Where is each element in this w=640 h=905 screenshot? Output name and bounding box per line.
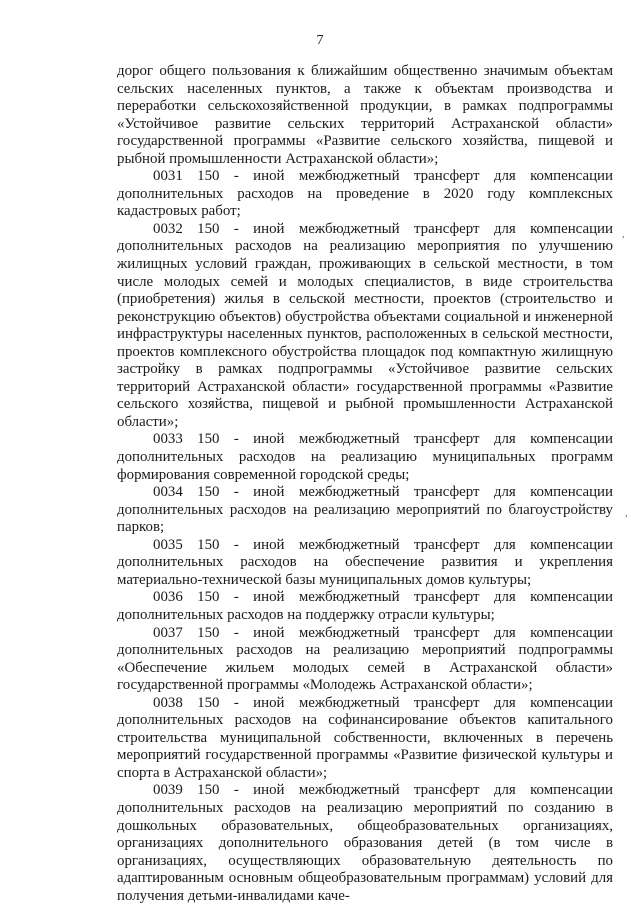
scan-margin-mark: , (622, 229, 625, 240)
paragraph: 0035 150 - иной межбюджетный трансферт для компенсации дополнительных расходов на обеспечение развития и укрепления материально-технической базы муниципальных домов культуры; (117, 536, 613, 588)
document-body (117, 63, 613, 905)
scan-margin-mark: , (625, 508, 628, 519)
page-number: 7 (316, 33, 324, 48)
paragraph: 0033 150 - иной межбюджетный трансферт для компенсации дополнительных расходов на реализацию муниципальных программ формирования современной городской среды; (117, 431, 613, 483)
paragraph: 0032 150 - иной межбюджетный трансферт для компенсации дополнительных расходов на реализацию мероприятия по улучшению жилищных условий граждан, проживающих в сельской местности, в том числе молодых семей и молодых специалистов, в виде строительства (приобретения) жилья в сельской местности, проектов (строительство и реконструкцию объектов) обустройства объектами социальной и инженерной инфраструктуры населенных пунктов, расположенных в сельской местности, проектов комплексного обустройства площадок под компактную жилищную застройку в рамках подпрограммы «Устойчивое развитие сельских территорий Астраханской области» государственной программы «Развитие сельского хозяйства, пищевой и рыбной промышленности Астраханской области»; (117, 220, 613, 430)
paragraph: 0037 150 - иной межбюджетный трансферт для компенсации дополнительных расходов на реализацию мероприятий подпрограммы «Обеспечение жильем молодых семей в Астраханской области» государственной программы «Молодежь Астраханской области»; (117, 624, 613, 694)
paragraph: дорог общего пользования к ближайшим общественно значимым объектам сельских населенных пунктов, а также к объектам производства и переработки сельскохозяйственной продукции, в рамках подпрограммы «Устойчивое развитие сельских территорий Астраханской области» государственной программы «Развитие сельского хозяйства, пищевой и рыбной промышленности Астраханской области»; (117, 63, 613, 167)
paragraph: 0031 150 - иной межбюджетный трансферт для компенсации дополнительных расходов на проведение в 2020 году комплексных кадастровых работ; (117, 168, 613, 220)
paragraph: 0039 150 - иной межбюджетный трансферт для компенсации дополнительных расходов на реализацию мероприятий по созданию в дошкольных образовательных, общеобразовательных организациях, организациях дополнительного образования детей (в том числе в организациях, осуществляющих образовательную деятельность по адаптированным основным общеобразовательным программам) условий для получения детьми-инвалидами каче- (117, 782, 613, 904)
paragraph: 0034 150 - иной межбюджетный трансферт для компенсации дополнительных расходов на реализацию мероприятий по благоустройству парков; (117, 484, 613, 536)
paragraph: 0038 150 - иной межбюджетный трансферт для компенсации дополнительных расходов на софинансирование объектов капитального строительства муниципальной собственности, включенных в перечень мероприятий государственной программы «Развитие физической культуры и спорта в Астраханской области»; (117, 694, 613, 781)
paragraph: 0036 150 - иной межбюджетный трансферт для компенсации дополнительных расходов на поддержку отрасли культуры; (117, 589, 613, 623)
